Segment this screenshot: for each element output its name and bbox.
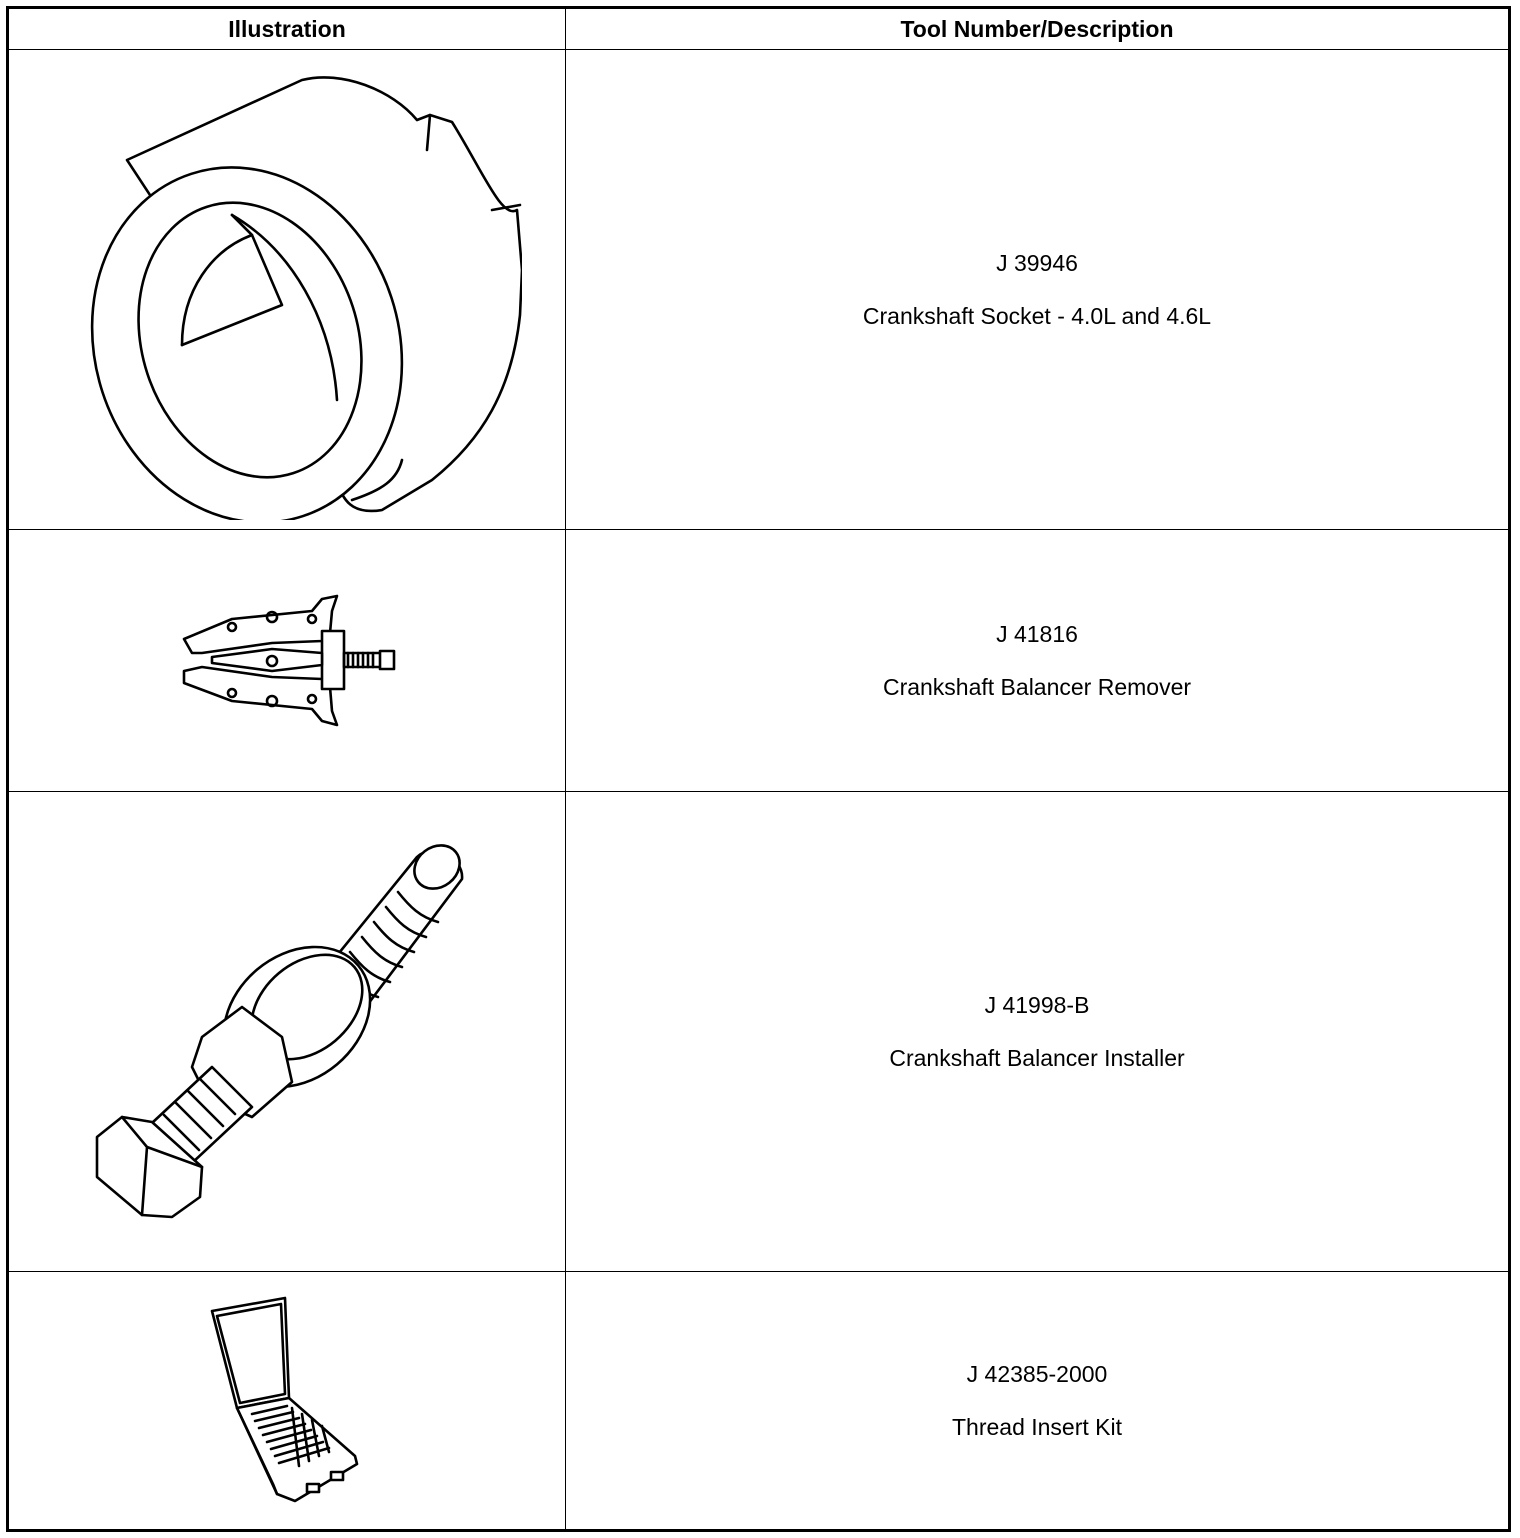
tool-number: J 39946 [996, 249, 1078, 276]
tool-description: Crankshaft Socket - 4.0L and 4.6L [862, 302, 1212, 329]
description-cell [566, 530, 1510, 792]
tool-number: J 41816 [996, 620, 1078, 647]
table-row [8, 530, 1510, 792]
header-row [8, 8, 1510, 50]
illustration-cell [8, 792, 566, 1272]
tool-number: J 41998-B [984, 991, 1090, 1018]
thread-insert-kit-illustration [207, 1296, 367, 1506]
illustration-cell [8, 1272, 566, 1531]
header-tool-number-description: Tool Number/Description [566, 8, 1510, 50]
table-row [8, 792, 1510, 1272]
illustration-cell [8, 530, 566, 792]
tool-description: Thread Insert Kit [951, 1413, 1123, 1440]
description-cell [566, 50, 1510, 530]
tool-description: Crankshaft Balancer Installer [889, 1044, 1185, 1071]
balancer-remover-illustration [172, 591, 402, 731]
description-cell [566, 1272, 1510, 1531]
table-row [8, 50, 1510, 530]
crankshaft-socket-illustration [52, 60, 522, 520]
header-illustration: Illustration [8, 8, 566, 50]
tool-number: J 42385-2000 [966, 1360, 1108, 1387]
illustration-cell [8, 50, 566, 530]
balancer-installer-illustration [92, 837, 482, 1227]
tool-description: Crankshaft Balancer Remover [882, 673, 1192, 700]
tools-table [6, 6, 1511, 1532]
table-row [8, 1272, 1510, 1531]
description-cell [566, 792, 1510, 1272]
